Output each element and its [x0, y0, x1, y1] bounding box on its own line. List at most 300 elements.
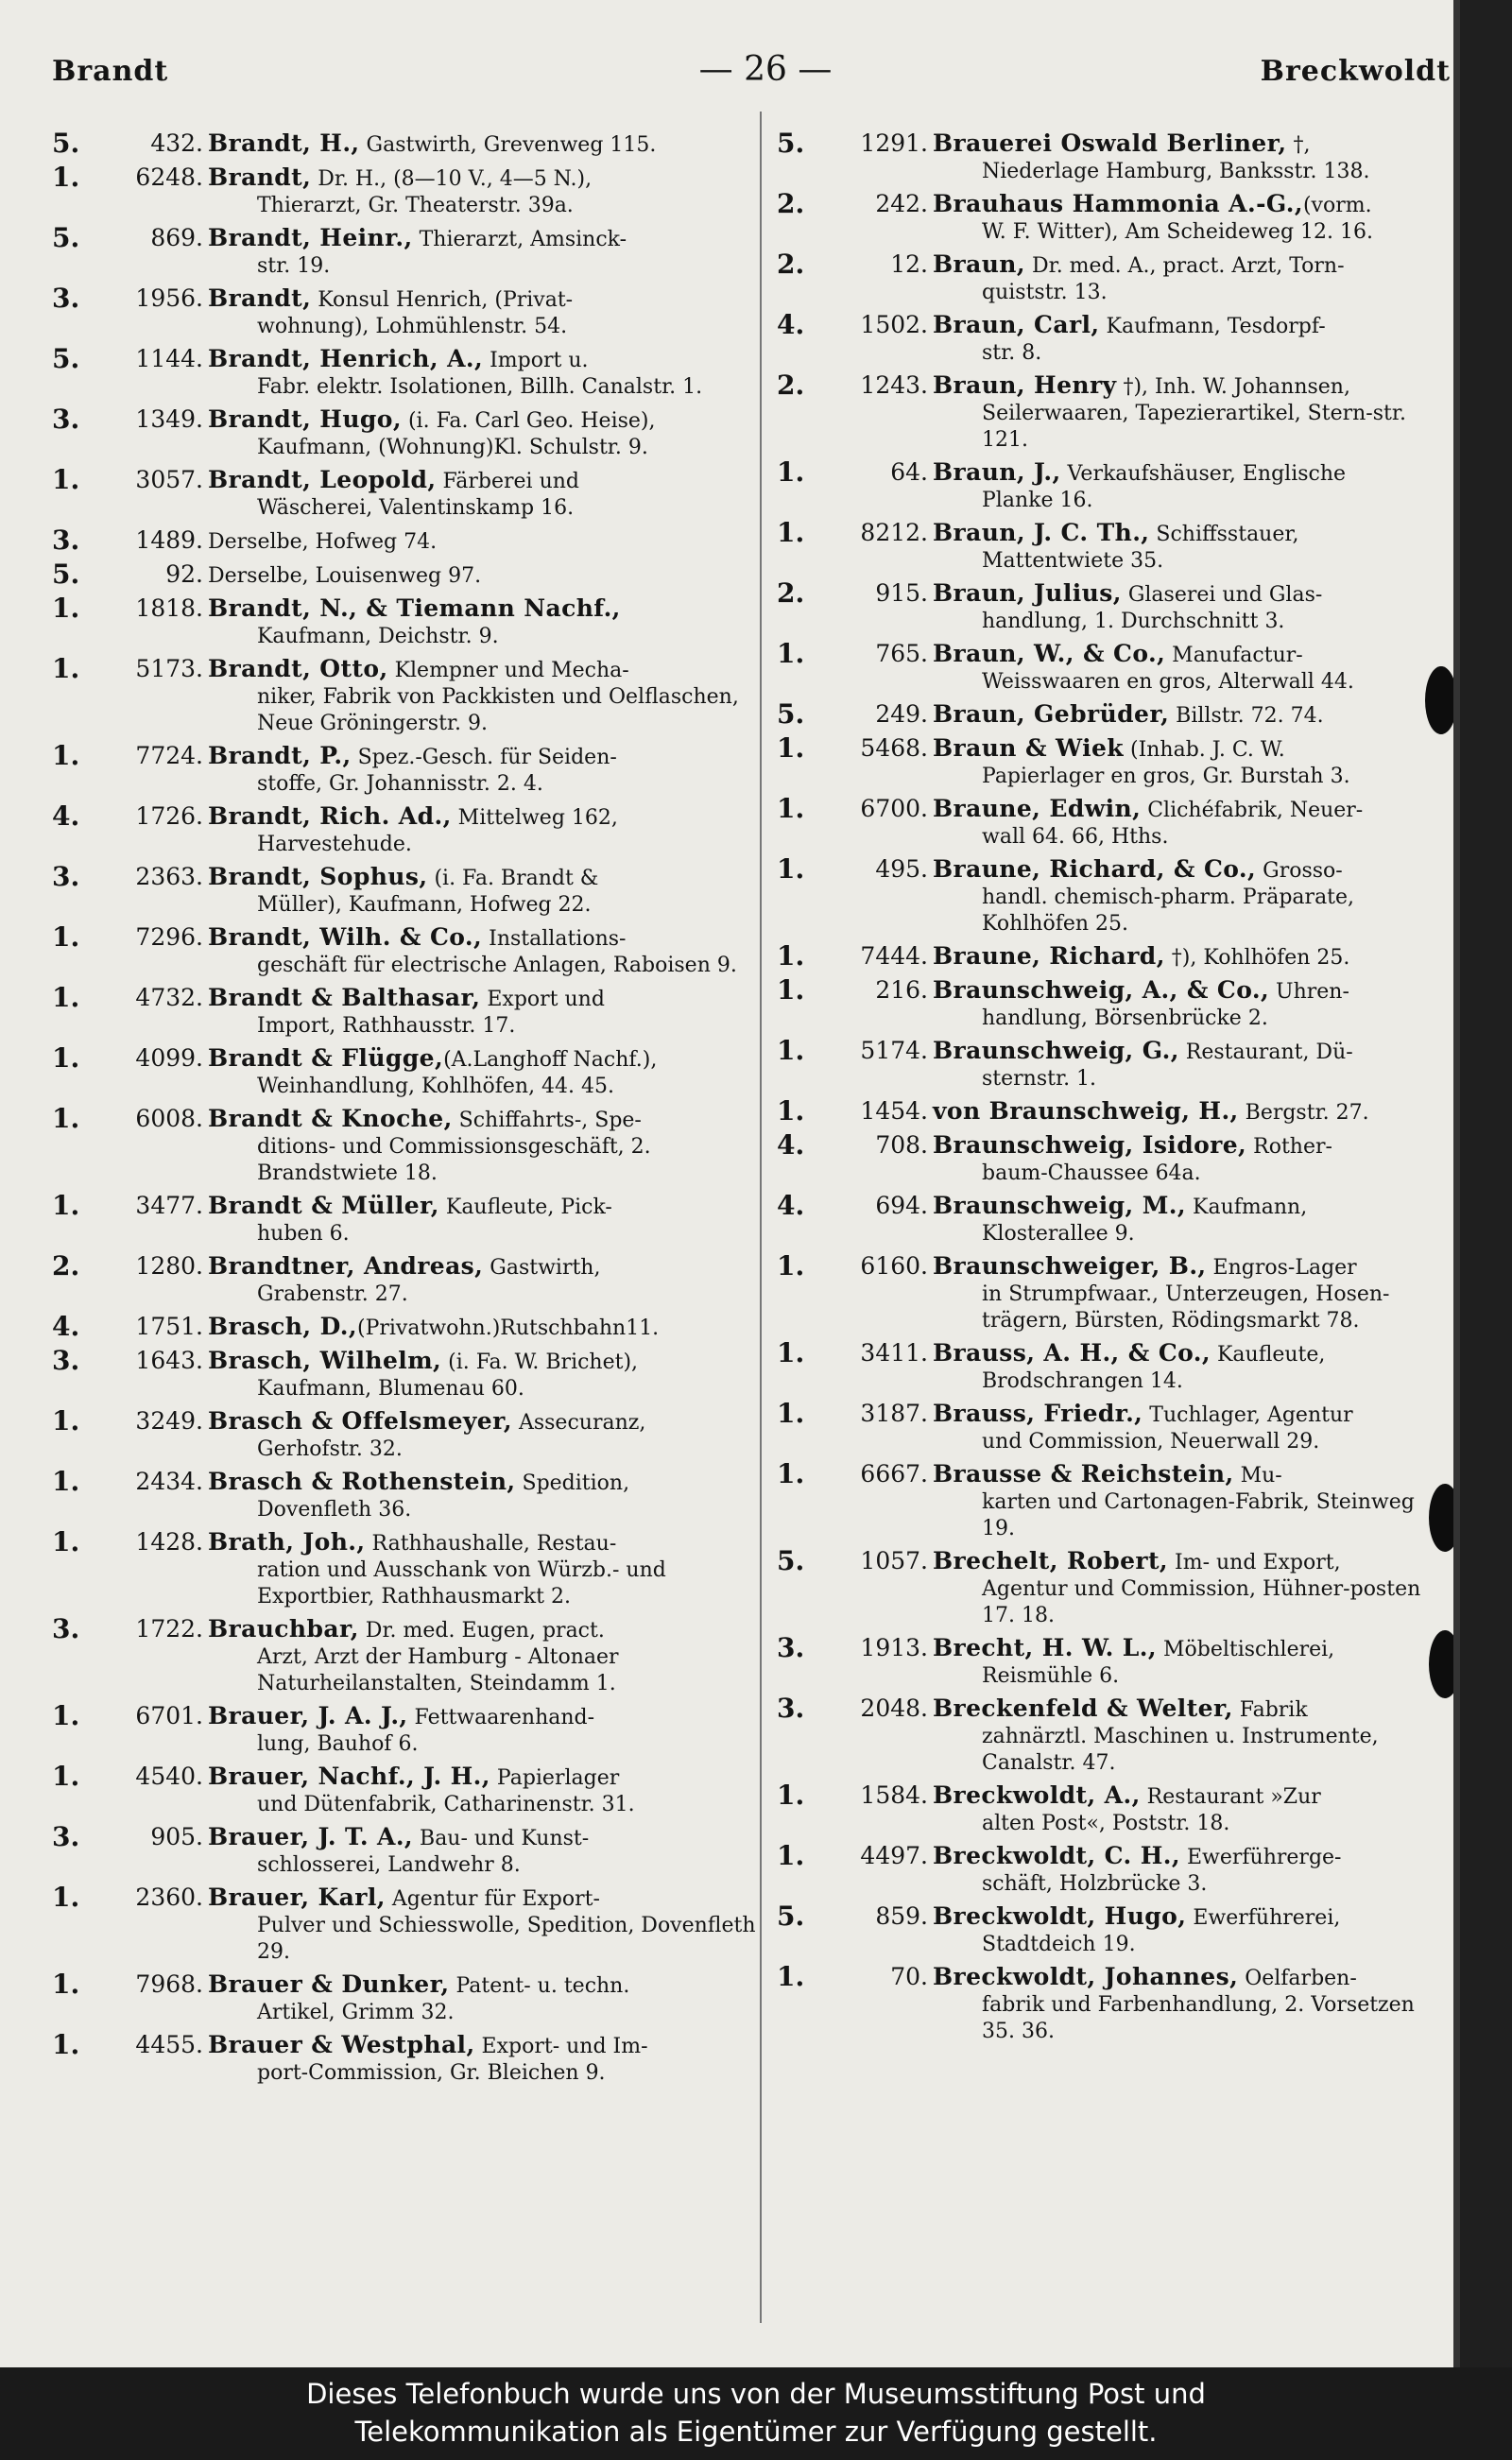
entry-continuation: Pulver und Schiesswolle, Spedition, Dovenfleth 29. [257, 1914, 756, 1964]
directory-entry [52, 1345, 768, 1402]
entry-name: Braun, [933, 250, 1025, 278]
directory-entry [777, 1903, 1450, 1958]
entry-phone-number: 4497. [860, 1842, 928, 1869]
entry-details: (A.Langhoff Nachf.), [443, 1048, 658, 1072]
entry-exchange-prefix: 1. [52, 1700, 80, 1731]
entry-continuation: Kaufmann, Deichstr. 9. [257, 625, 499, 648]
entry-details: Restaurant »Zur [1140, 1785, 1321, 1809]
entry-details: †, [1286, 133, 1311, 157]
entry-exchange-prefix: 3. [52, 1613, 80, 1644]
entry-phone-number: 6008. [135, 1105, 203, 1132]
entry-exchange-prefix: 1. [777, 1095, 805, 1127]
entry-details: Tuchlager, Agentur [1143, 1403, 1353, 1427]
entry-continuation: Thierarzt, Gr. Theaterstr. 39a. [257, 194, 574, 217]
entry-name: Brauer, Karl, [208, 1884, 386, 1911]
entry-continuation: str. 8. [982, 341, 1042, 365]
entry-details: Rother- [1246, 1135, 1332, 1159]
entry-continuation: und Commission, Neuerwall 29. [982, 1430, 1320, 1454]
directory-entry [52, 800, 768, 858]
entry-name: Braun, Henry [933, 371, 1117, 399]
entry-continuation: huben 6. [257, 1222, 350, 1246]
entry-exchange-prefix: 5. [777, 1545, 805, 1576]
directory-entry [777, 793, 1450, 851]
entry-continuation: Mattentwiete 35. [982, 549, 1164, 573]
directory-entry [52, 561, 768, 590]
entry-name: Brasch, Wilhelm, [208, 1347, 442, 1374]
entry-continuation: Artikel, Grimm 32. [257, 2001, 455, 2024]
directory-entry [52, 1190, 768, 1247]
entry-name: Breckwoldt, Hugo, [933, 1902, 1187, 1930]
entry-continuation: handl. chemisch-pharm. Präparate, Kohlhöfen 25. [982, 886, 1355, 936]
directory-entry [52, 982, 768, 1040]
directory-entry [777, 1095, 1450, 1127]
entry-phone-number: 3187. [860, 1400, 928, 1427]
entry-details: (i. Fa. W. Brichet), [441, 1350, 639, 1374]
entry-exchange-prefix: 1. [52, 162, 80, 193]
entry-continuation: wall 64. 66, Hths. [982, 825, 1169, 849]
entry-name: Braun, J. C. Th., [933, 519, 1150, 546]
directory-entry [777, 1840, 1450, 1898]
entry-phone-number: 3411. [860, 1339, 928, 1367]
entry-name: Brandt & Knoche, [208, 1105, 453, 1132]
entry-phone-number: 1956. [135, 284, 203, 312]
directory-entry [777, 698, 1450, 730]
entry-details: Restaurant, Dü- [1178, 1041, 1353, 1064]
entry-continuation: in Strumpfwaar., Unterzeugen, Hosen-trägern, Bürsten, Rödingsmarkt 78. [982, 1282, 1390, 1333]
entry-details: Glaserei und Glas- [1121, 583, 1323, 607]
directory-entry [52, 1971, 768, 2026]
entry-details: Klempner und Mecha- [387, 659, 629, 682]
entry-phone-number: 6700. [860, 795, 928, 822]
entry-phone-number: 765. [875, 640, 928, 667]
entry-details: Kaufmann, [1186, 1196, 1308, 1219]
entry-exchange-prefix: 4. [52, 800, 80, 832]
entry-name: Brauer & Dunker, [208, 1970, 450, 1998]
entry-continuation: Fabr. elektr. Isolationen, Billh. Canalstr. 1. [257, 375, 703, 399]
entry-phone-number: 2363. [135, 863, 203, 890]
entry-phone-number: 7724. [135, 742, 203, 769]
page-number: — 26 — [698, 50, 833, 89]
entry-exchange-prefix: 1. [777, 1458, 805, 1489]
left-column [52, 130, 768, 2092]
entry-continuation: str. 19. [257, 254, 331, 278]
directory-entry [777, 1695, 1450, 1777]
entry-continuation: Papierlager en gros, Gr. Burstah 3. [982, 765, 1350, 788]
entry-exchange-prefix: 1. [52, 464, 80, 495]
entry-phone-number: 1643. [135, 1347, 203, 1374]
entry-phone-number: 1349. [135, 405, 203, 433]
entry-exchange-prefix: 5. [52, 343, 80, 374]
entry-name: Brandt, N., & Tiemann Nachf., [208, 594, 621, 622]
entry-phone-number: 242. [875, 190, 928, 217]
entry-continuation: ration und Ausschank von Würzb.- und Exportbier, Rathhausmarkt 2. [257, 1558, 666, 1608]
entry-exchange-prefix: 2. [777, 577, 805, 609]
entry-phone-number: 1751. [135, 1313, 203, 1340]
entry-details: Gastwirth, Grevenweg 115. [359, 133, 657, 157]
entry-name: Braunschweiger, B., [933, 1252, 1207, 1280]
entry-name: Braunschweig, M., [933, 1192, 1187, 1219]
directory-entry [52, 1821, 768, 1879]
entry-exchange-prefix: 1. [777, 638, 805, 669]
entry-details: (i. Fa. Carl Geo. Heise), [401, 409, 656, 433]
entry-continuation: Reismühle 6. [982, 1664, 1120, 1688]
entry-continuation: stoffe, Gr. Johannisstr. 2. 4. [257, 772, 543, 796]
entry-details: Fettwaarenhand- [407, 1706, 595, 1729]
entry-details: Manufactur- [1165, 644, 1303, 667]
entry-phone-number: 1722. [135, 1615, 203, 1643]
entry-name: Brandt, H., [208, 129, 360, 157]
entry-details: Uhren- [1269, 980, 1349, 1004]
entry-exchange-prefix: 1. [52, 1526, 80, 1557]
directory-entry [52, 653, 768, 737]
directory-entry [52, 222, 768, 280]
entry-details: Ewerführerge- [1179, 1846, 1342, 1869]
entry-phone-number: 1144. [135, 345, 203, 372]
entry-exchange-prefix: 1. [777, 1337, 805, 1368]
entry-continuation: Klosterallee 9. [982, 1222, 1135, 1246]
directory-entry [777, 1782, 1450, 1837]
entry-phone-number: 4540. [135, 1763, 203, 1790]
entry-details: Verkaufshäuser, Englische [1060, 462, 1347, 486]
entry-continuation: handlung, Börsenbrücke 2. [982, 1006, 1268, 1030]
entry-exchange-prefix: 1. [777, 517, 805, 548]
entry-details: Färberei und [436, 470, 580, 493]
directory-entry [777, 1250, 1450, 1334]
entry-phone-number: 7296. [135, 923, 203, 951]
entry-details: Export und [480, 988, 605, 1011]
entry-phone-number: 6160. [860, 1252, 928, 1280]
entry-exchange-prefix: 4. [777, 1129, 805, 1161]
directory-entry [52, 130, 768, 159]
entry-continuation: quiststr. 13. [982, 281, 1108, 304]
entry-continuation: Kaufmann, Blumenau 60. [257, 1377, 524, 1401]
entry-phone-number: 694. [875, 1192, 928, 1219]
entry-phone-number: 64. [890, 458, 928, 486]
entry-name: Brasch & Rothenstein, [208, 1468, 516, 1495]
directory-entry [777, 577, 1450, 635]
directory-entry [777, 188, 1450, 246]
entry-details: (vorm. [1302, 194, 1372, 217]
entry-name: Braunschweig, Isidore, [933, 1131, 1247, 1159]
entry-exchange-prefix: 3. [52, 1345, 80, 1376]
entry-phone-number: 495. [875, 855, 928, 883]
footer-notice [0, 2367, 1512, 2460]
entry-phone-number: 1454. [860, 1097, 928, 1125]
entry-details: Derselbe, Louisenweg 97. [208, 564, 482, 588]
directory-entry [52, 1405, 768, 1463]
entry-continuation: niker, Fabrik von Packkisten und Oelflaschen, Neue Gröningerstr. 9. [257, 685, 739, 735]
entry-details: Installations- [482, 927, 627, 951]
entry-details: Engros-Lager [1206, 1256, 1357, 1280]
entry-phone-number: 5174. [860, 1037, 928, 1064]
entry-exchange-prefix: 3. [777, 1632, 805, 1663]
entry-phone-number: 3057. [135, 466, 203, 493]
entry-name: Braun, W., & Co., [933, 640, 1166, 667]
entry-phone-number: 1913. [860, 1634, 928, 1661]
entry-phone-number: 4455. [135, 2031, 203, 2058]
entry-continuation: wohnung), Lohmühlenstr. 54. [257, 315, 568, 338]
directory-entry [52, 285, 768, 340]
entry-details: Derselbe, Hofweg 74. [208, 530, 438, 554]
entry-continuation: port-Commission, Gr. Bleichen 9. [257, 2061, 606, 2085]
entry-exchange-prefix: 2. [777, 249, 805, 280]
directory-entry [777, 1337, 1450, 1395]
entry-phone-number: 8212. [860, 519, 928, 546]
entry-exchange-prefix: 4. [777, 309, 805, 340]
entry-phone-number: 7444. [860, 942, 928, 970]
entry-name: Braunschweig, A., & Co., [933, 976, 1270, 1004]
entry-exchange-prefix: 1. [777, 1035, 805, 1066]
entry-details: Papierlager [490, 1766, 620, 1790]
entry-continuation: sternstr. 1. [982, 1067, 1097, 1091]
entry-name: Brauhaus Hammonia A.-G., [933, 190, 1303, 217]
entry-name: Braun & Wiek [933, 734, 1124, 762]
entry-phone-number: 2434. [135, 1468, 203, 1495]
ink-blot [1425, 666, 1457, 734]
entry-name: Brauer, Nachf., J. H., [208, 1763, 490, 1790]
entry-details: Dr. med. A., pract. Arzt, Torn- [1024, 254, 1345, 278]
entry-details: Im- und Export, [1168, 1551, 1341, 1574]
entry-exchange-prefix: 1. [777, 793, 805, 824]
entry-name: Brechelt, Robert, [933, 1547, 1169, 1574]
entry-exchange-prefix: 3. [52, 861, 80, 892]
page-edge [1453, 0, 1460, 2367]
directory-entry [52, 1700, 768, 1758]
entry-continuation: Grabenstr. 27. [257, 1282, 408, 1306]
entry-phone-number: 5468. [860, 734, 928, 762]
entry-details: Agentur für Export- [385, 1887, 600, 1911]
directory-entry [777, 456, 1450, 514]
entry-exchange-prefix: 1. [777, 456, 805, 488]
entry-name: Brath, Joh., [208, 1528, 366, 1556]
entry-continuation: baum-Chaussee 64a. [982, 1161, 1201, 1185]
entry-continuation: Weinhandlung, Kohlhöfen, 44. 45. [257, 1075, 615, 1098]
entry-details: †), Kohlhöfen 25. [1164, 946, 1350, 970]
entry-name: Braun, J., [933, 458, 1061, 486]
directory-entry [777, 130, 1450, 185]
entry-name: Braune, Richard, [933, 942, 1165, 970]
entry-phone-number: 1818. [135, 594, 203, 622]
entry-details: Kaufleute, [1210, 1343, 1326, 1367]
entry-name: Braune, Edwin, [933, 795, 1142, 822]
directory-entry [777, 251, 1450, 306]
entry-details: Dr. H., (8—10 V., 4—5 N.), [311, 167, 593, 191]
entry-continuation: Arzt, Arzt der Hamburg - Altonaer Naturheilanstalten, Steindamm 1. [257, 1645, 619, 1695]
directory-entry [52, 406, 768, 461]
entry-details: †), Inh. W. Johannsen, [1116, 375, 1350, 399]
directory-entry [52, 1763, 768, 1818]
entry-details: Dr. med. Eugen, pract. [358, 1619, 605, 1643]
directory-entry [52, 2029, 768, 2087]
directory-entry [777, 853, 1450, 938]
directory-entry [52, 1526, 768, 1610]
entry-name: Brandt, Leopold, [208, 466, 437, 493]
entry-continuation: Weisswaaren en gros, Alterwall 44. [982, 670, 1354, 694]
entry-continuation: Niederlage Hamburg, Banksstr. 138. [982, 160, 1370, 183]
entry-details: Fabrik [1232, 1698, 1308, 1722]
entry-continuation: Agentur und Commission, Hühner-posten 17. 18. [982, 1577, 1421, 1627]
directory-entry [777, 1961, 1450, 2045]
entry-exchange-prefix: 1. [52, 740, 80, 771]
entry-name: Brandt, [208, 163, 312, 191]
entry-exchange-prefix: 1. [777, 1398, 805, 1429]
entry-name: Brandtner, Andreas, [208, 1252, 484, 1280]
entry-details: Assecuranz, [511, 1411, 646, 1435]
entry-exchange-prefix: 1. [777, 853, 805, 885]
entry-exchange-prefix: 4. [777, 1190, 805, 1221]
entry-details: Ewerführerei, [1186, 1906, 1341, 1930]
entry-name: Brauer & Westphal, [208, 2031, 475, 2058]
entry-exchange-prefix: 3. [52, 404, 80, 435]
entry-phone-number: 6667. [860, 1460, 928, 1488]
entry-name: Breckwoldt, Johannes, [933, 1963, 1239, 1990]
entry-phone-number: 3249. [135, 1407, 203, 1435]
entry-details: Oelfarben- [1238, 1967, 1357, 1990]
entry-details: Spez.-Gesch. für Seiden- [351, 746, 617, 769]
entry-name: Brauer, J. T. A., [208, 1823, 414, 1850]
entry-exchange-prefix: 1. [777, 732, 805, 764]
entry-details: Patent- u. techn. [449, 1974, 630, 1998]
directory-entry [52, 1884, 768, 1966]
entry-details: (Privatwohn.)Rutschbahn11. [356, 1316, 660, 1340]
entry-name: Brandt, Wilh. & Co., [208, 923, 483, 951]
entry-phone-number: 4099. [135, 1044, 203, 1072]
entry-phone-number: 12. [890, 250, 928, 278]
entry-details: Rathhaushalle, Restau- [365, 1532, 617, 1556]
entry-details: Bau- und Kunst- [413, 1827, 590, 1850]
entry-exchange-prefix: 1. [777, 1780, 805, 1811]
entry-phone-number: 249. [875, 700, 928, 728]
entry-exchange-prefix: 4. [52, 1311, 80, 1342]
entry-details: Import u. [483, 349, 589, 372]
entry-phone-number: 6701. [135, 1702, 203, 1729]
entry-name: Brandt & Flügge, [208, 1044, 444, 1072]
entry-phone-number: 4732. [135, 984, 203, 1011]
entry-details: Thierarzt, Amsinck- [412, 228, 627, 251]
entry-phone-number: 1243. [860, 371, 928, 399]
entry-exchange-prefix: 3. [777, 1693, 805, 1724]
entry-details: Spedition, [515, 1471, 630, 1495]
entry-phone-number: 2048. [860, 1694, 928, 1722]
directory-entry [777, 372, 1450, 454]
entry-continuation: Dovenfleth 36. [257, 1498, 412, 1522]
entry-phone-number: 708. [875, 1131, 928, 1159]
entry-name: Braun, Gebrüder, [933, 700, 1170, 728]
entry-continuation: geschäft für electrische Anlagen, Raboisen 9. [257, 954, 737, 977]
entry-exchange-prefix: 1. [52, 1969, 80, 2000]
entry-name: Brandt, Heinr., [208, 224, 413, 251]
entry-continuation: Planke 16. [982, 489, 1093, 512]
entry-exchange-prefix: 1. [777, 1961, 805, 1992]
page-header [0, 45, 1460, 102]
directory-entry [52, 1311, 768, 1342]
entry-exchange-prefix: 5. [52, 559, 80, 590]
entry-phone-number: 5173. [135, 655, 203, 682]
entry-continuation: zahnärztl. Maschinen u. Instrumente, Canalstr. 47. [982, 1725, 1379, 1775]
entry-name: Brecht, H. W. L., [933, 1634, 1157, 1661]
entry-exchange-prefix: 3. [52, 525, 80, 556]
directory-entry [777, 1398, 1450, 1455]
entry-phone-number: 1584. [860, 1781, 928, 1809]
entry-name: Brauss, Friedr., [933, 1400, 1143, 1427]
entry-details: Gastwirth, [483, 1256, 601, 1280]
entry-phone-number: 1291. [860, 129, 928, 157]
entry-phone-number: 1280. [135, 1252, 203, 1280]
right-column [777, 130, 1450, 2051]
entry-name: Brandt & Balthasar, [208, 984, 481, 1011]
entry-continuation: karten und Cartonagen-Fabrik, Steinweg 19. [982, 1490, 1415, 1540]
entry-details: (Inhab. J. C. W. [1124, 738, 1285, 762]
directory-entry [52, 1466, 768, 1523]
entry-exchange-prefix: 1. [52, 653, 80, 684]
entry-exchange-prefix: 5. [777, 128, 805, 159]
entry-name: Breckwoldt, C. H., [933, 1842, 1180, 1869]
entry-name: von Braunschweig, H., [933, 1097, 1239, 1125]
entry-name: Brauer, J. A. J., [208, 1702, 408, 1729]
directory-entry [52, 595, 768, 650]
entry-continuation: Müller), Kaufmann, Hofweg 22. [257, 893, 592, 917]
directory-entry [777, 1458, 1450, 1542]
directory-entry [777, 1545, 1450, 1629]
entry-name: Braunschweig, G., [933, 1037, 1179, 1064]
entry-name: Braun, Carl, [933, 311, 1100, 338]
entry-phone-number: 905. [150, 1823, 203, 1850]
entry-name: Brandt, Otto, [208, 655, 388, 682]
entry-name: Brasch, D., [208, 1313, 357, 1340]
entry-exchange-prefix: 1. [52, 1190, 80, 1221]
entry-continuation: schäft, Holzbrücke 3. [982, 1872, 1208, 1896]
entry-continuation: Brodschrangen 14. [982, 1369, 1183, 1393]
entry-name: Braune, Richard, & Co., [933, 855, 1257, 883]
entry-details: Kaufleute, Pick- [438, 1196, 612, 1219]
entry-continuation: ditions- und Commissionsgeschäft, 2. Brandstwiete 18. [257, 1135, 651, 1185]
entry-exchange-prefix: 1. [52, 1882, 80, 1913]
entry-exchange-prefix: 1. [777, 940, 805, 972]
entry-name: Brauss, A. H., & Co., [933, 1339, 1211, 1367]
directory-entry [777, 1035, 1450, 1092]
entry-phone-number: 1057. [860, 1547, 928, 1574]
entry-exchange-prefix: 3. [52, 1821, 80, 1852]
directory-entry [52, 164, 768, 219]
directory-entry [52, 921, 768, 979]
entry-details: Mittelweg 162, [451, 806, 618, 830]
entry-exchange-prefix: 5. [52, 128, 80, 159]
entry-name: Brauerei Oswald Berliner, [933, 129, 1287, 157]
entry-continuation: Gerhofstr. 32. [257, 1437, 403, 1461]
entry-exchange-prefix: 5. [777, 1901, 805, 1932]
entry-phone-number: 3477. [135, 1192, 203, 1219]
entry-phone-number: 70. [890, 1963, 928, 1990]
directory-entry [52, 1613, 768, 1697]
entry-exchange-prefix: 1. [52, 593, 80, 624]
entry-details: Export- und Im- [474, 2035, 648, 2058]
directory-entry [777, 309, 1450, 367]
entry-continuation: schlosserei, Landwehr 8. [257, 1853, 521, 1877]
entry-phone-number: 1502. [860, 311, 928, 338]
entry-continuation: Import, Rathhausstr. 17. [257, 1014, 516, 1038]
entry-details: Möbeltischlerei, [1156, 1638, 1335, 1661]
entry-name: Brandt & Müller, [208, 1192, 439, 1219]
directory-entry [777, 1190, 1450, 1247]
entry-exchange-prefix: 1. [52, 1042, 80, 1074]
entry-phone-number: 7968. [135, 1970, 203, 1998]
directory-entry [777, 638, 1450, 696]
directory-entry [52, 527, 768, 556]
entry-name: Brasch & Offelsmeyer, [208, 1407, 512, 1435]
entry-continuation: und Dütenfabrik, Catharinenstr. 31. [257, 1793, 635, 1816]
entry-exchange-prefix: 5. [52, 222, 80, 253]
entry-name: Brandt, [208, 284, 312, 312]
